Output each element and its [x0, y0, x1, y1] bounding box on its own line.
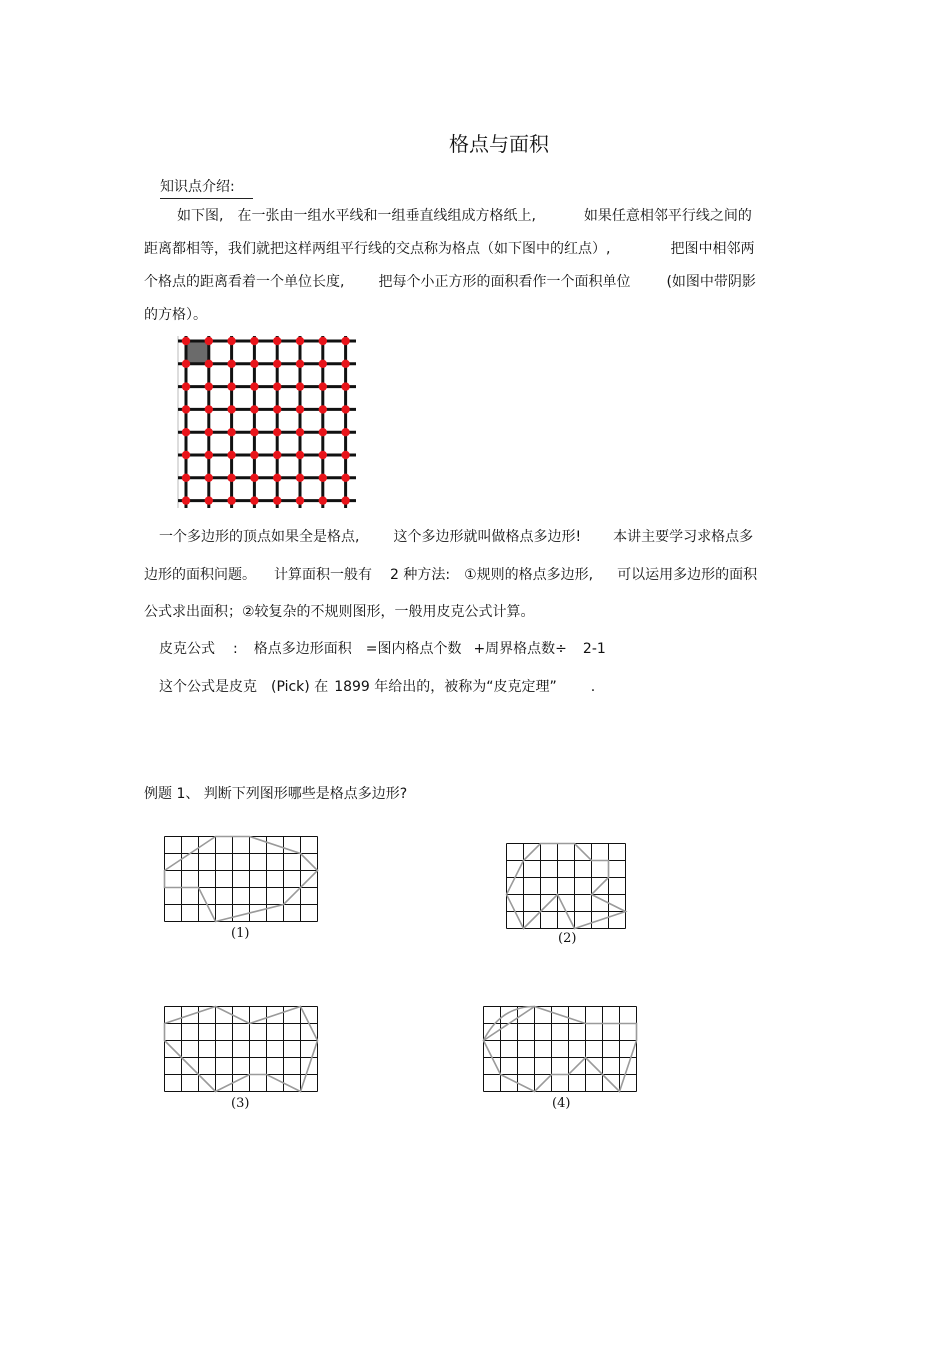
text-span: 2-1 — [582, 641, 606, 657]
text-span: (如图中带阴影 — [666, 274, 756, 290]
intro-heading: 知识点介绍: — [160, 176, 253, 199]
lattice-point — [182, 337, 190, 345]
text-span: +周界格点数÷ — [473, 641, 567, 657]
lattice-point — [319, 360, 327, 368]
para1-line4: 的方格）。 — [144, 307, 207, 323]
polygon-outline — [165, 837, 318, 922]
lattice-point — [182, 451, 190, 459]
lattice-point — [250, 360, 258, 368]
text-span: 计算面积一般有 — [274, 567, 372, 583]
text-span: 这个公式是皮克 — [159, 679, 257, 695]
lattice-point — [250, 382, 258, 390]
lattice-point — [250, 428, 258, 436]
lattice-point — [250, 474, 258, 482]
lattice-point — [341, 474, 349, 482]
lattice-point — [341, 405, 349, 413]
lattice-point — [182, 382, 190, 390]
lattice-point — [296, 428, 304, 436]
lattice-point — [319, 382, 327, 390]
lattice-point — [273, 382, 281, 390]
text-span: . — [590, 679, 596, 695]
text-span: 格点多边形面积 — [253, 641, 352, 657]
text-span: 如下图, — [177, 208, 224, 224]
lattice-point — [205, 496, 213, 504]
lattice-point — [296, 382, 304, 390]
lattice-point — [273, 428, 281, 436]
lattice-point — [227, 360, 235, 368]
lattice-point — [319, 451, 327, 459]
para1-line1 — [177, 205, 752, 225]
text-span: 2 种方法: — [390, 567, 451, 583]
figure-3-caption: (3) — [231, 1096, 250, 1111]
lattice-grid-figure — [176, 336, 358, 508]
lattice-point — [182, 474, 190, 482]
page-title: 格点与面积 — [449, 132, 549, 156]
lattice-point — [273, 337, 281, 345]
lattice-point — [341, 496, 349, 504]
lattice-point — [273, 451, 281, 459]
figure-4-caption: (4) — [552, 1096, 571, 1111]
para2-line1 — [159, 526, 753, 546]
lattice-point — [296, 474, 304, 482]
lattice-point — [319, 405, 327, 413]
lattice-point — [250, 337, 258, 345]
lattice-point — [296, 337, 304, 345]
text-span: 把图中相邻两 — [670, 241, 755, 257]
lattice-point — [182, 360, 190, 368]
text-span: 皮克公式 — [159, 641, 215, 657]
lattice-point — [182, 496, 190, 504]
lattice-point — [250, 451, 258, 459]
polygon-outline — [507, 844, 626, 929]
lattice-point — [227, 428, 235, 436]
text-span: 这个多边形就叫做格点多边形! — [393, 529, 582, 545]
text-span: ①规则的格点多边形, — [464, 567, 594, 583]
text-span: : — [233, 641, 238, 657]
example-figure-3 — [164, 1006, 318, 1092]
text-span: 如果任意相邻平行线之间的 — [583, 208, 752, 224]
lattice-point — [341, 451, 349, 459]
lattice-point — [205, 428, 213, 436]
pick-formula — [159, 638, 606, 658]
para1-line2 — [144, 238, 754, 258]
lattice-point — [205, 382, 213, 390]
text-span: (Pick) 在 — [271, 679, 329, 695]
lattice-point — [319, 474, 327, 482]
lattice-point — [341, 382, 349, 390]
polygon-outline — [165, 1007, 318, 1092]
text-span: 把每个小正方形的面积看作一个面积单位 — [378, 274, 631, 290]
lattice-point — [227, 474, 235, 482]
lattice-point — [227, 382, 235, 390]
lattice-point — [341, 428, 349, 436]
para2-line2 — [144, 564, 757, 584]
lattice-point — [250, 496, 258, 504]
text-span: 距离都相等，我们就把这样两组平行线的交点称为格点（如下图中的红点）, — [144, 241, 611, 257]
text-span: 一个多边形的顶点如果全是格点, — [159, 529, 360, 545]
figure-1-caption: (1) — [231, 926, 250, 941]
text-span: 本讲主要学习求格点多 — [613, 529, 754, 545]
text-span: 个格点的距离看着一个单位长度, — [144, 274, 345, 290]
figure-2-caption: (2) — [558, 931, 577, 946]
lattice-point — [205, 451, 213, 459]
lattice-point — [296, 360, 304, 368]
lattice-point — [205, 474, 213, 482]
example-figure-1 — [164, 836, 318, 922]
lattice-point — [319, 428, 327, 436]
lattice-point — [227, 451, 235, 459]
lattice-point — [227, 405, 235, 413]
lattice-point — [296, 451, 304, 459]
lattice-point — [273, 496, 281, 504]
lattice-point — [273, 474, 281, 482]
lattice-point — [319, 337, 327, 345]
lattice-point — [273, 405, 281, 413]
lattice-point — [205, 337, 213, 345]
lattice-point — [296, 405, 304, 413]
polygon-outline — [484, 1007, 637, 1092]
example-figure-4 — [483, 1006, 637, 1092]
lattice-point — [205, 405, 213, 413]
lattice-point — [227, 337, 235, 345]
text-span: 边形的面积问题。 — [144, 567, 256, 583]
pick-note — [159, 676, 595, 696]
lattice-point — [341, 360, 349, 368]
para1-line3 — [144, 271, 756, 291]
example-figure-2 — [506, 843, 626, 929]
lattice-point — [182, 405, 190, 413]
shaded-unit-square — [186, 341, 209, 364]
text-span: 可以运用多边形的面积 — [617, 567, 758, 583]
example-question: 例题 1、 判断下列图形哪些是格点多边形? — [144, 786, 408, 802]
lattice-point — [341, 337, 349, 345]
text-span: 在一张由一组水平线和一组垂直线组成方格纸上, — [237, 208, 536, 224]
lattice-point — [296, 496, 304, 504]
lattice-point — [273, 360, 281, 368]
para2-line3: 公式求出面积；②较复杂的不规则图形，一般用皮克公式计算。 — [144, 604, 535, 620]
lattice-point — [182, 428, 190, 436]
lattice-point — [205, 360, 213, 368]
lattice-point — [250, 405, 258, 413]
text-span: 1899 年给出的，被称为“皮克定理” — [334, 679, 557, 695]
lattice-point — [319, 496, 327, 504]
lattice-point — [227, 496, 235, 504]
text-span: =图内格点个数 — [365, 641, 462, 657]
